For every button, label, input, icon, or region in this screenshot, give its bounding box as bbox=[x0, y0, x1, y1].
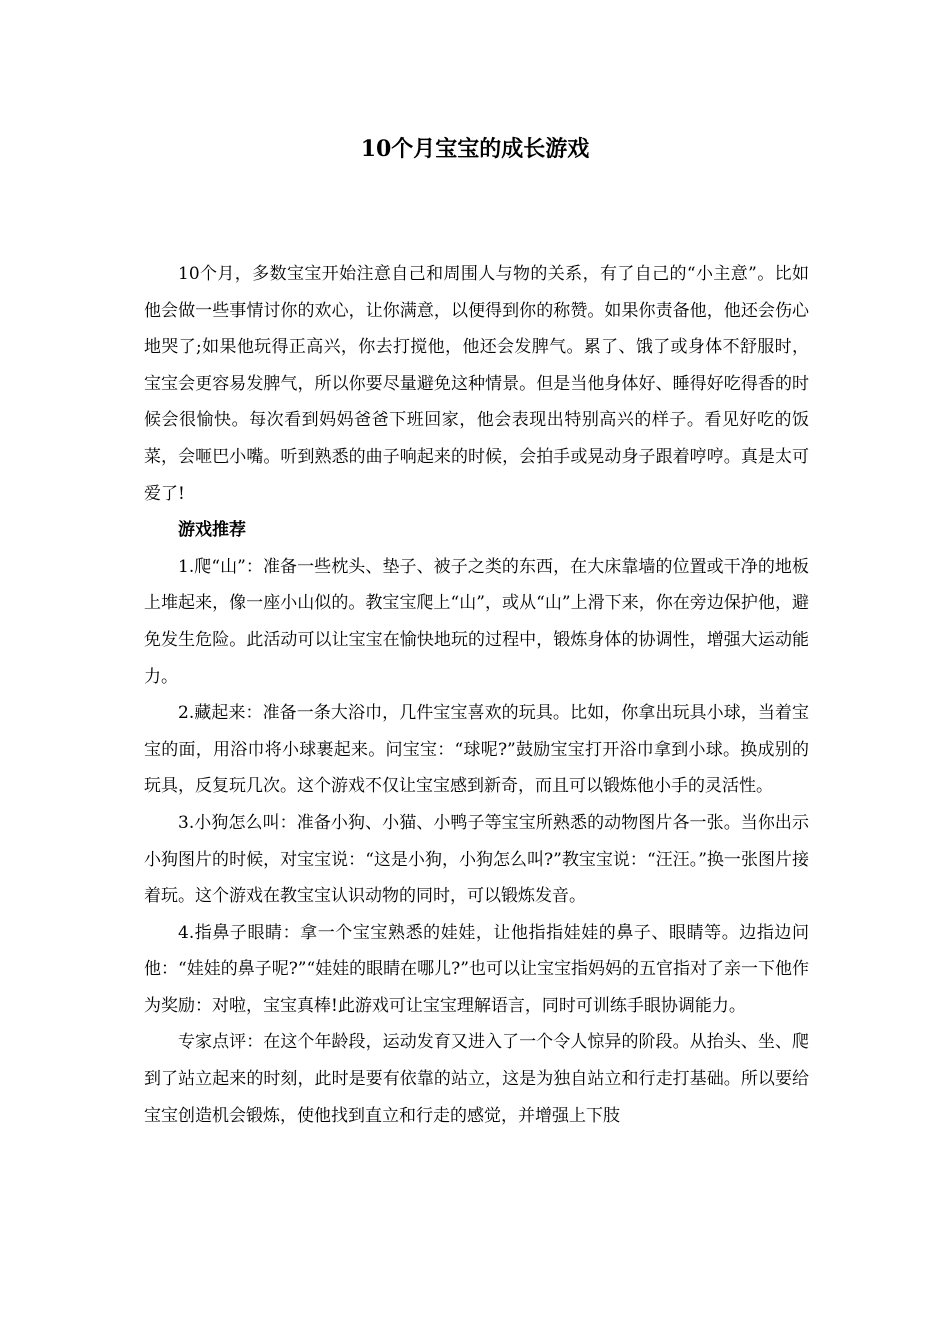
expert-comment-paragraph: 专家点评：在这个年龄段，运动发育又进入了一个令人惊异的阶段。从抬头、坐、爬到了站立起来的时刻，此时是要有依靠的站立，这是为独自站立和行走打基础。所以要给宝宝创造机会锻炼，使他找到直立和行走的感觉，并增强上下肢 bbox=[144, 1032, 809, 1126]
game-paragraph-3: 3.小狗怎么叫：准备小狗、小猫、小鸭子等宝宝所熟悉的动物图片各一张。当你出示小狗图片的时候，对宝宝说：“这是小狗，小狗怎么叫?”教宝宝说：“汪汪。”换一张图片接着玩。这个游戏在教宝宝认识动物的同时，可以锻炼发音。 bbox=[144, 812, 809, 907]
section-heading: 游戏推荐 bbox=[178, 520, 246, 541]
game-paragraph-1: 1.爬“山”：准备一些枕头、垫子、被子之类的东西，在大床靠墙的位置或干净的地板上堆起来，像一座小山似的。教宝宝爬上“山”，或从“山”上滑下来，你在旁边保护他，避免发生危险。此活动可以让宝宝在愉快地玩的过程中，锻炼身体的协调性，增强大运动能力。 bbox=[144, 556, 809, 687]
document-body bbox=[144, 256, 809, 1134]
page-title: 10个月宝宝的成长游戏 bbox=[360, 136, 590, 162]
intro-paragraph: 10个月，多数宝宝开始注意自己和周围人与物的关系，有了自己的“小主意”。比如他会做一些事情讨你的欢心，让你满意，以便得到你的称赞。如果你责备他，他还会伤心地哭了;如果他玩得正高兴，你去打搅他，他还会发脾气。累了、饿了或身体不舒服时，宝宝会更容易发脾气，所以你要尽量避免这种情景。但是当他身体好、睡得好吃得香的时候会很愉快。每次看到妈妈爸爸下班回家，他会表现出特别高兴的样子。看见好吃的饭菜，会咂巴小嘴。听到熟悉的曲子响起来的时候，会拍手或晃动身子跟着哼哼。真是太可爱了! bbox=[144, 264, 809, 504]
game-paragraph-2: 2.藏起来：准备一条大浴巾，几件宝宝喜欢的玩具。比如，你拿出玩具小球，当着宝宝的面，用浴巾将小球裹起来。问宝宝：“球呢?”鼓励宝宝打开浴巾拿到小球。换成别的玩具，反复玩几次。这个游戏不仅让宝宝感到新奇，而且可以锻炼他小手的灵活性。 bbox=[144, 703, 809, 797]
game-paragraph-4: 4.指鼻子眼睛：拿一个宝宝熟悉的娃娃，让他指指娃娃的鼻子、眼睛等。边指边问他：“娃娃的鼻子呢?”“娃娃的眼睛在哪儿?”也可以让宝宝指妈妈的五官指对了亲一下他作为奖励：对啦，宝宝真棒!此游戏可让宝宝理解语言，同时可训练手眼协调能力。 bbox=[144, 922, 809, 1016]
